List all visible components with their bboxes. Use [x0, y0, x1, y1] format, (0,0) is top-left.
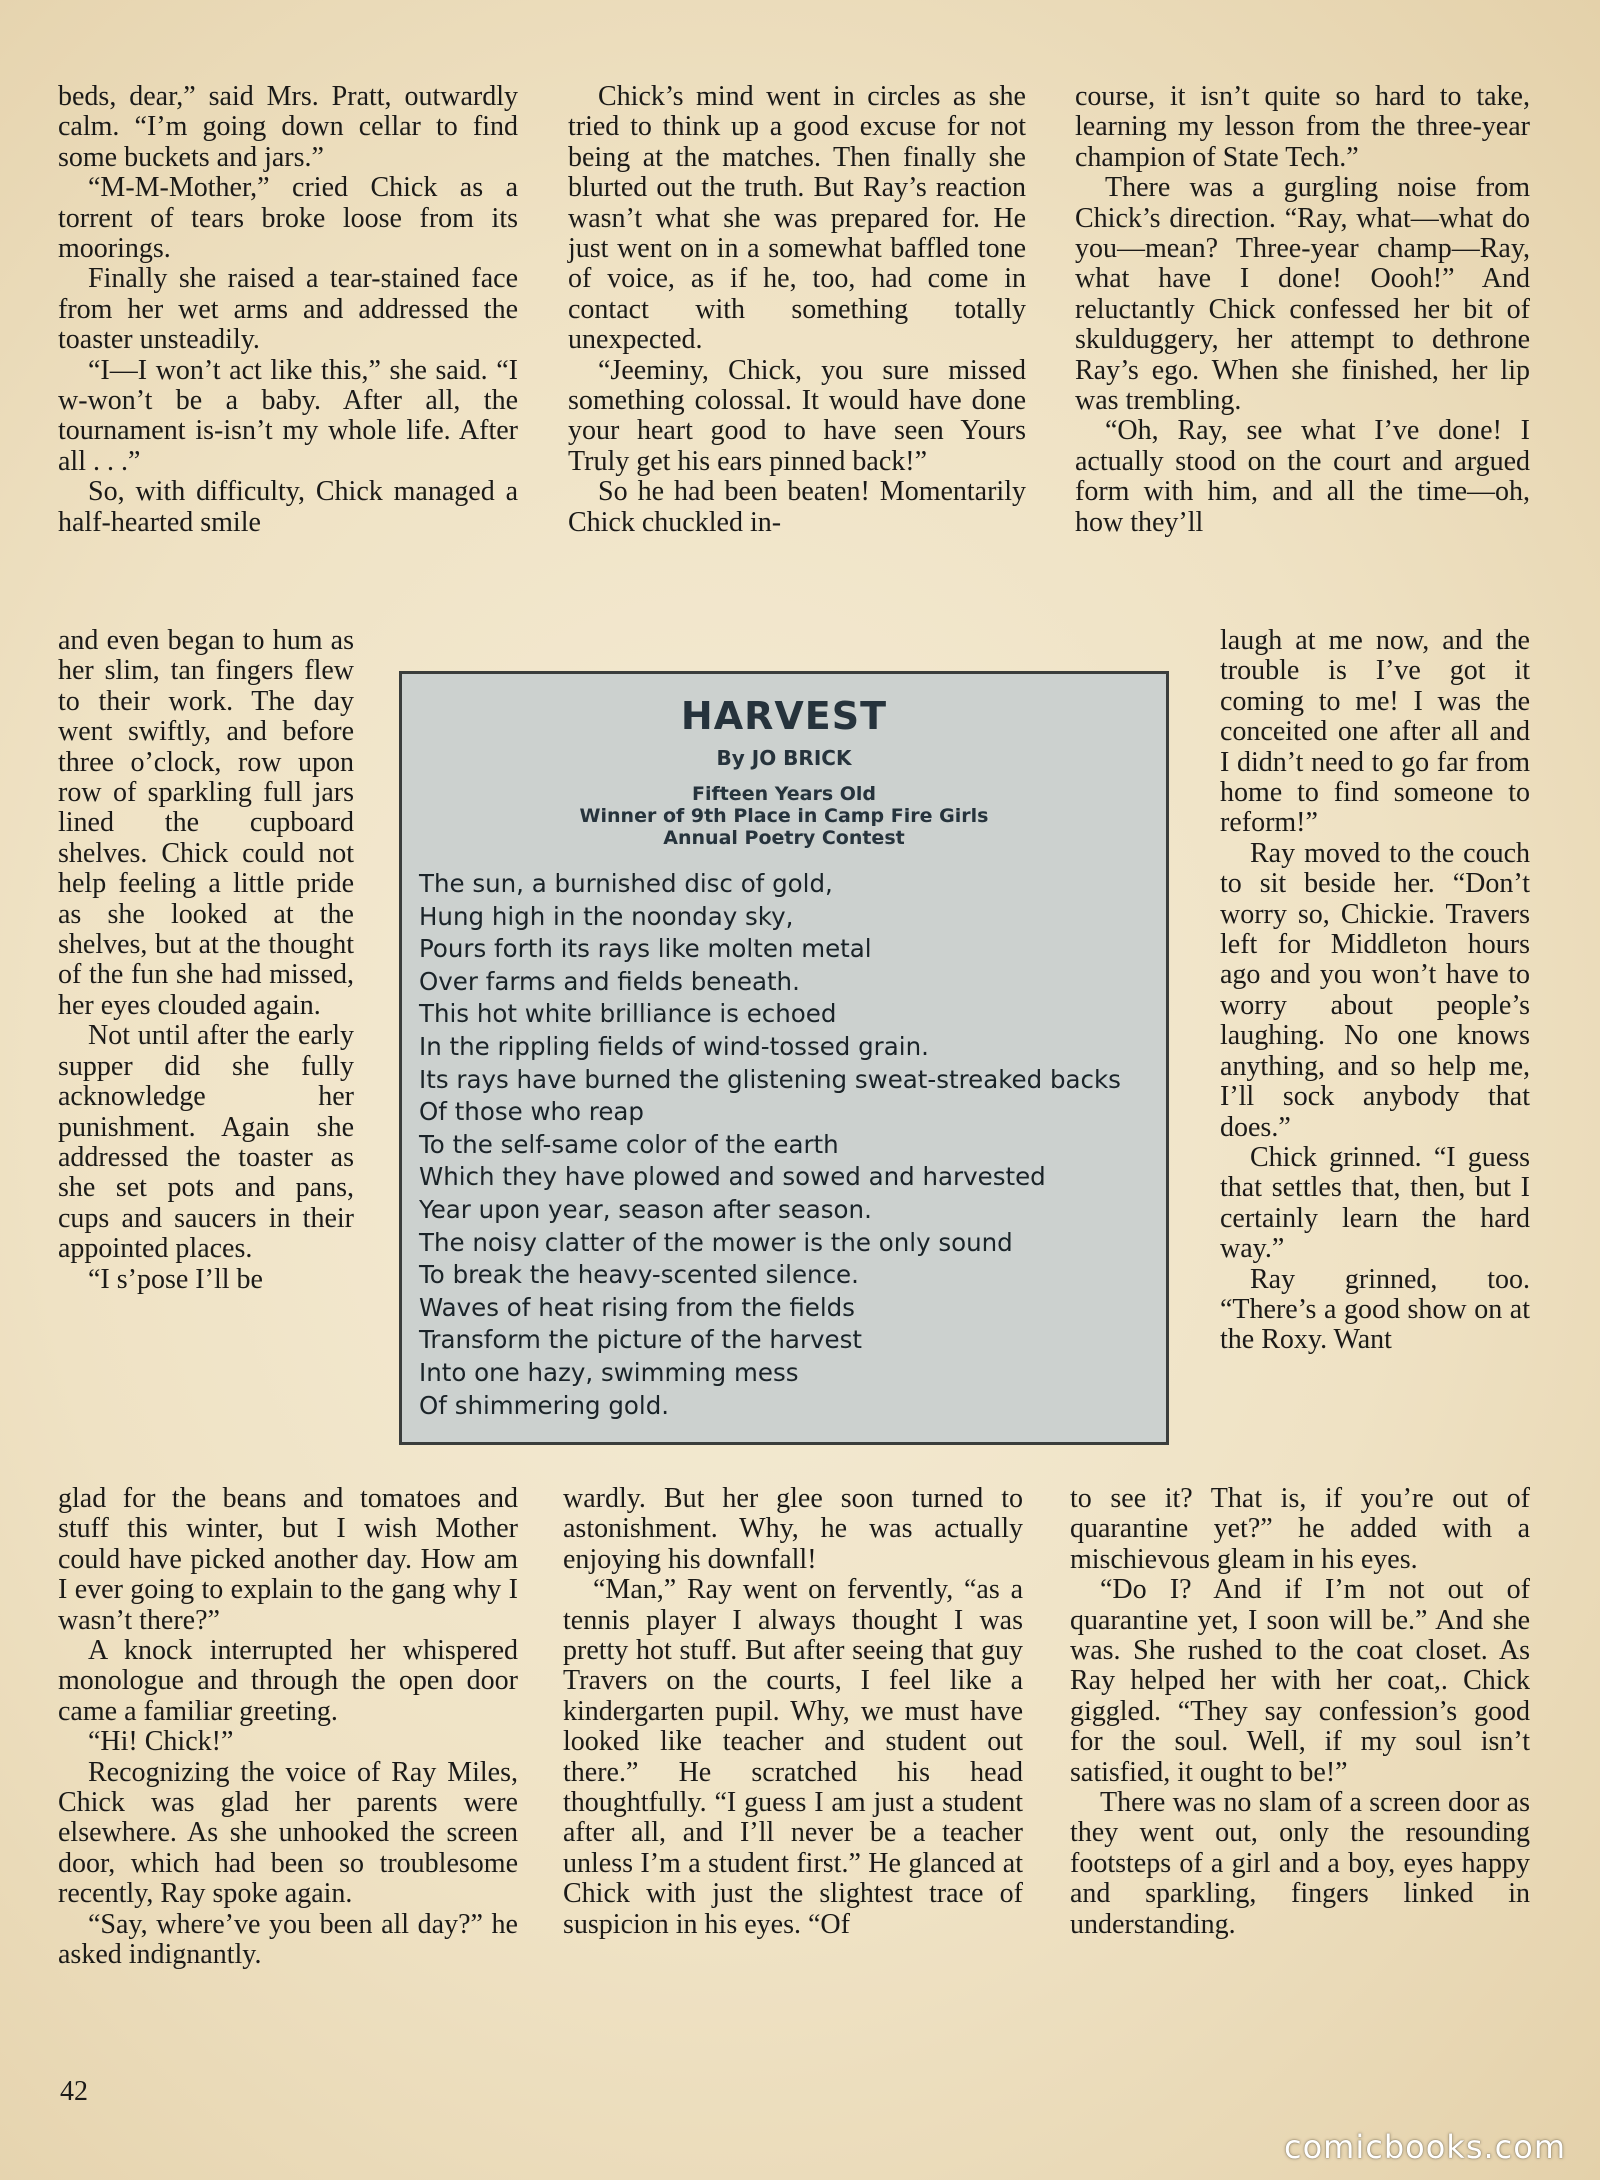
paragraph: to see it? That is, if you’re out of quarantine yet?” he added with a mischievous gleam in his eyes. — [1070, 1483, 1530, 1575]
paragraph: A knock interrupted her whispered monologue and through the open door came a familiar greeting. — [58, 1635, 518, 1727]
poem-line: Its rays have burned the glistening sweat-streaked backs — [419, 1064, 1121, 1094]
paragraph: Ray grinned, too. “There’s a good show on at the Roxy. Want — [1220, 1263, 1530, 1356]
paragraph: There was no slam of a screen door as they went out, only the resounding footsteps of a girl and a boy, eyes happy and sparkling, fingers linked in understanding. — [1070, 1787, 1530, 1940]
paragraph: “Man,” Ray went on fervently, “as a tennis player I always thought I was pretty hot stuff. But after seeing that guy Travers on the courts, I feel like a kindergarten pupil. Why, we must have looked like teacher and student out there.” He scratched his head thoughtfully. “I guess I am just a student after all, and I’ll never be a teacher unless I’m a student first.” He glanced at Chick with just the slightest trace of suspicion in his eyes. “Of — [563, 1574, 1023, 1940]
paragraph: laugh at me now, and the trouble is I’ve got it coming to me! I was the conceited one after all and I didn’t need to go far from home to find someone to reform!” — [1220, 625, 1530, 839]
column-1-top — [58, 82, 518, 538]
poem-line: Into one hazy, swimming mess — [419, 1357, 799, 1387]
paragraph: So, with difficulty, Chick managed a half-hearted smile — [58, 476, 518, 538]
poem-line: The noisy clatter of the mower is the only sound — [419, 1227, 1013, 1257]
paragraph: So he had been beaten! Momentarily Chick chuckled in- — [568, 476, 1026, 538]
poem-line: Of those who reap — [419, 1097, 644, 1127]
column-2-bottom — [563, 1484, 1023, 1940]
poem-title: HARVEST — [680, 694, 888, 738]
page-number: 42 — [60, 2076, 88, 2107]
paragraph: Chick grinned. “I guess that settles that, then, but I certainly learn the hard way.” — [1220, 1141, 1530, 1265]
poem-credit-line: Annual Poetry Contest — [663, 827, 905, 849]
poem-credit-line: Winner of 9th Place in Camp Fire Girls — [579, 805, 989, 827]
poem-line: Over farms and fields beneath. — [419, 966, 800, 996]
paragraph: “Do I? And if I’m not out of quarantine yet, I soon will be.” And she was. She rushed to the coat closet. As Ray helped her with her coat,. Chick giggled. “They say confession’s good for the soul. Well, if my soul isn’t satisfied, it ought to be!” — [1070, 1574, 1530, 1788]
poem-line: In the rippling fields of wind-tossed grain. — [419, 1031, 929, 1061]
poem-line: Transform the picture of the harvest — [419, 1325, 862, 1355]
paragraph: “I s’pose I’ll be — [88, 1263, 263, 1295]
paragraph: There was a gurgling noise from Chick’s direction. “Ray, what—what do you—mean? Three-year champ—Ray, what have I done! Oooh!” And reluctantly Chick confessed her bit of skulduggery, her attempt to dethrone Ray’s ego. When she finished, her lip was trembling. — [1075, 172, 1530, 417]
paragraph: Recognizing the voice of Ray Miles, Chick was glad her parents were elsewhere. As she unhooked the screen door, which had been so troublesome recently, Ray spoke again. — [58, 1756, 518, 1910]
poem-line: Pours forth its rays like molten metal — [419, 934, 872, 964]
poem-byline: By JO BRICK — [716, 746, 852, 770]
poem-line: Waves of heat rising from the fields — [419, 1292, 855, 1322]
poem-line: Which they have plowed and sowed and harvested — [419, 1162, 1046, 1192]
poem-line: The sun, a burnished disc of gold, — [419, 869, 833, 898]
paragraph: “M-M-Mother,” cried Chick as a torrent of tears broke loose from its moorings. — [58, 172, 518, 265]
poem-credit-line: Fifteen Years Old — [691, 783, 877, 805]
poem-line: Year upon year, season after season. — [419, 1194, 872, 1224]
paragraph: beds, dear,” said Mrs. Pratt, outwardly calm. “I’m going down cellar to find some buckets and jars.” — [58, 81, 518, 173]
paragraph: Chick’s mind went in circles as she tried to think up a good excuse for not being at the matches. Then finally she blurted out the truth. But Ray’s reaction wasn’t what she was prepared for. He just went on in a somewhat baffled tone of voice, as if he, too, had come in contact with something totally unexpected. — [568, 81, 1026, 356]
paragraph: Not until after the early supper did she fully acknowledge her punishment. Again she addressed the toaster as she set pots and pans, cups and saucers in their appointed places. — [58, 1020, 354, 1265]
column-3-middle — [1220, 626, 1530, 1356]
paragraph: “Say, where’ve you been all day?” he asked indignantly. — [58, 1908, 518, 1971]
paragraph: wardly. But her glee soon turned to astonishment. Why, he was actually enjoying his downfall! — [563, 1483, 1023, 1575]
paragraph: “Oh, Ray, see what I’ve done! I actually stood on the court and argued form with him, and all the time—oh, how they’ll — [1075, 415, 1530, 538]
poem-credit — [402, 783, 1166, 849]
poem-line: Of shimmering gold. — [419, 1390, 670, 1420]
column-3-bottom — [1070, 1484, 1530, 1940]
poem-line: Hung high in the noonday sky, — [419, 901, 794, 931]
poem-body — [419, 868, 1164, 1422]
poem-line: This hot white brilliance is echoed — [419, 999, 837, 1029]
paragraph: “I—I won’t act like this,” she said. “I w-won’t be a baby. After all, the tournament is-isn’t my whole life. After all . . .” — [58, 354, 518, 477]
paragraph: “Jeeminy, Chick, you sure missed something colossal. It would have done your heart good to have seen Yours Truly get his ears pinned back!” — [568, 354, 1026, 477]
paragraph: Finally she raised a tear-stained face from her wet arms and addressed the toaster unsteadily. — [58, 263, 518, 356]
watermark: comicbooks.com — [1283, 2128, 1566, 2166]
column-2-top — [568, 82, 1026, 538]
paragraph: Ray moved to the couch to sit beside her. “Don’t worry so, Chickie. Travers left for Middleton hours ago and you won’t have to worry about people’s laughing. No one knows anything, and so help me, I’ll sock anybody that does.” — [1220, 837, 1530, 1143]
paragraph: and even began to hum as her slim, tan fingers flew to their work. The day went swiftly, and before three o’clock, row upon row of sparkling full jars lined the cupboard shelves. Chick could not help feeling a little pride as she looked at the shelves, but at the thought of the fun she had missed, her eyes clouded again. — [58, 625, 354, 1021]
paragraph: course, it isn’t quite so hard to take, learning my lesson from the three-year champion of State Tech.” — [1075, 81, 1530, 173]
column-1-bottom — [58, 1484, 518, 1971]
paragraph: glad for the beans and tomatoes and stuff this winter, but I wish Mother could have picked another day. How am I ever going to explain to the gang why I wasn’t there?” — [58, 1483, 518, 1636]
poem-box — [399, 671, 1169, 1445]
poem-line: To the self-same color of the earth — [419, 1129, 839, 1159]
paragraph: “Hi! Chick!” — [88, 1726, 234, 1758]
column-3-top — [1075, 82, 1530, 538]
poem-line: To break the heavy-scented silence. — [419, 1260, 859, 1290]
column-1-middle — [58, 626, 354, 1295]
